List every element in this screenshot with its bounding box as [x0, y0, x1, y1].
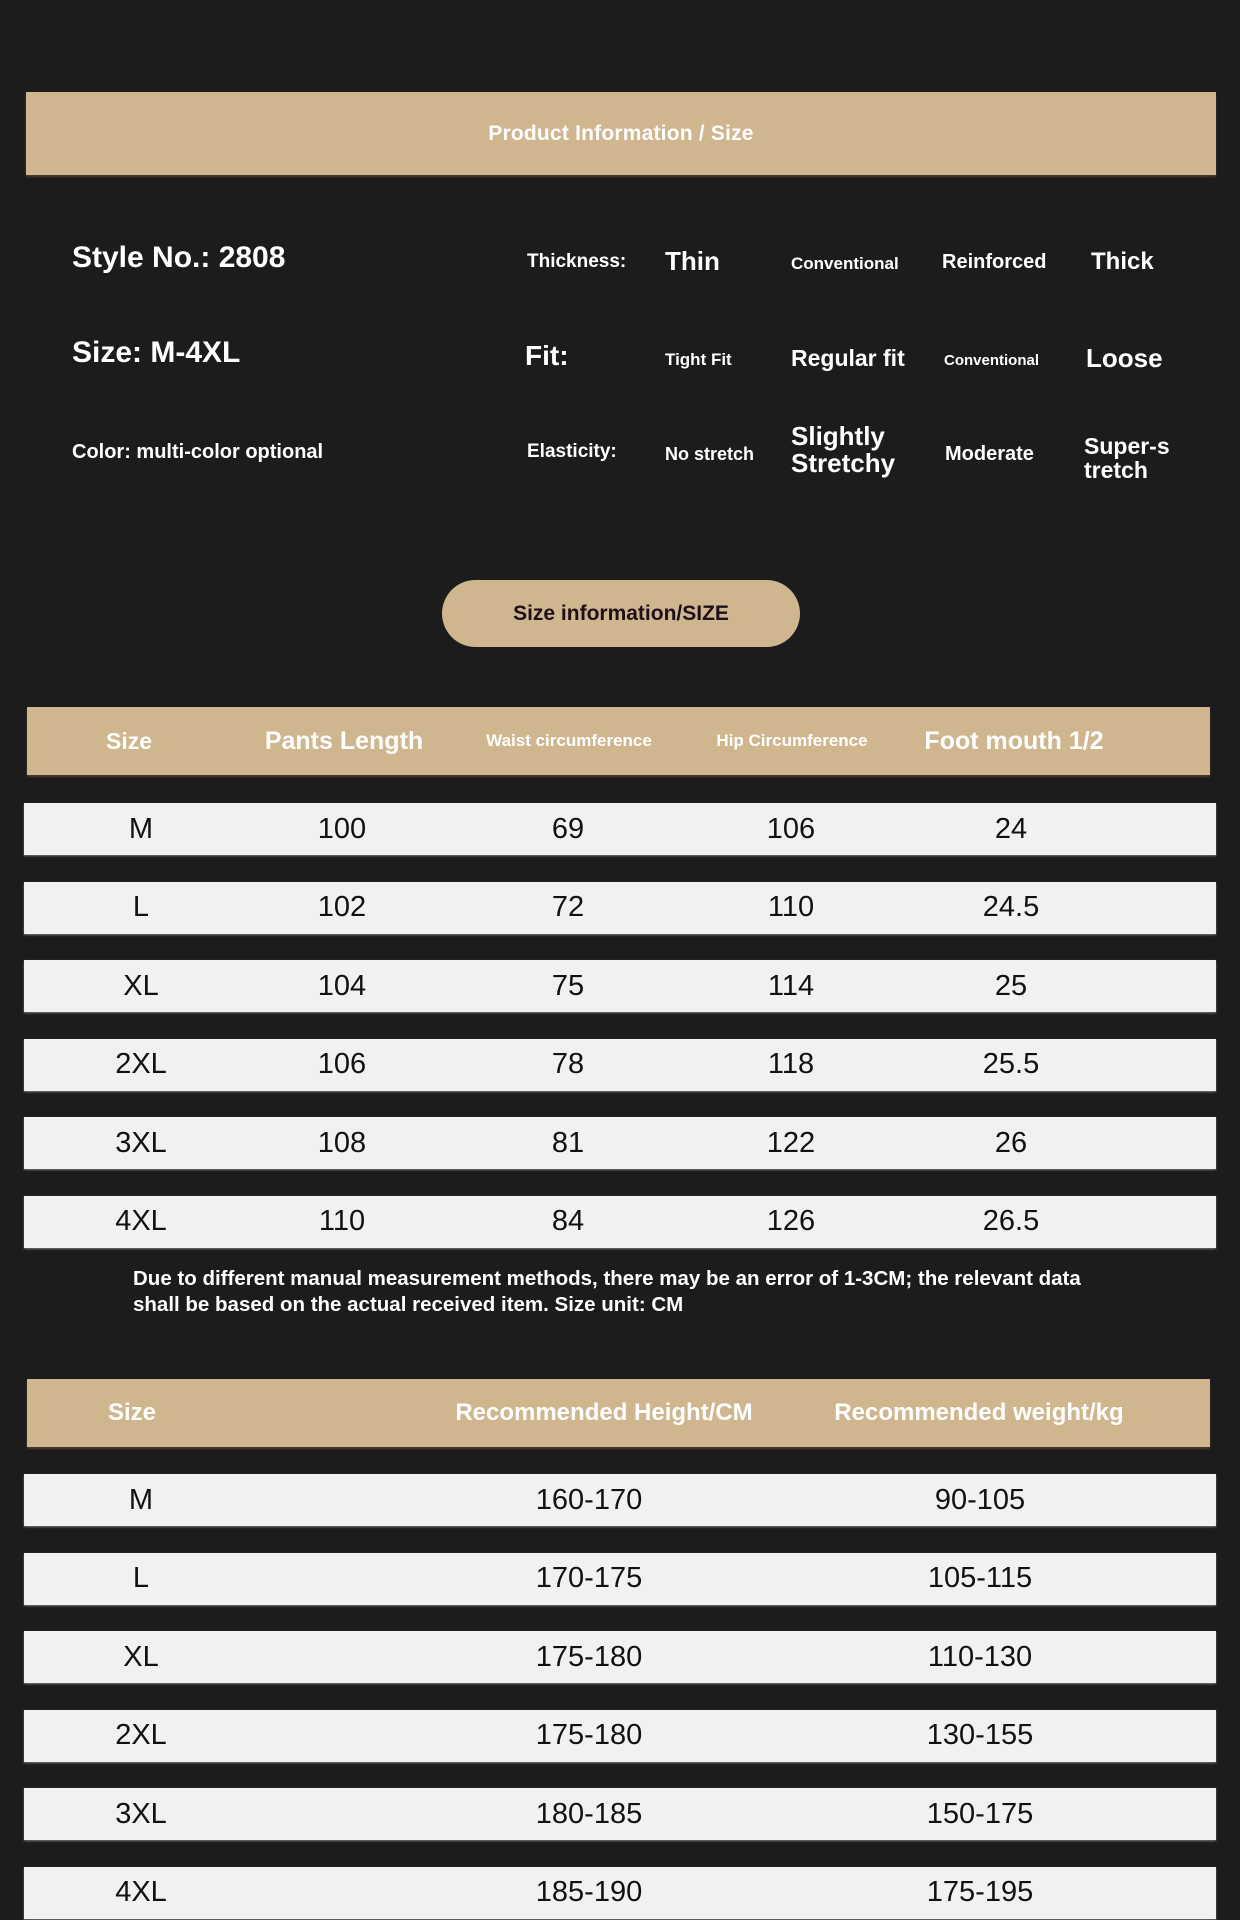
style-number: Style No.: 2808 — [72, 241, 286, 274]
table-cell: 108 — [317, 1126, 367, 1159]
product-info-banner — [26, 92, 1216, 175]
recommend-table-row — [24, 1788, 1216, 1840]
table-cell: 110 — [767, 891, 815, 923]
size-table-row — [24, 1039, 1216, 1091]
measurement-note: Due to different manual measurement methods, there may be an error of 1-3CM; the relevant data shall be based on the actual received item. Size unit: CM — [133, 1267, 1081, 1316]
table-cell: 175-195 — [926, 1876, 1034, 1908]
table-cell: 4XL — [115, 1205, 167, 1237]
table-cell: 72 — [551, 891, 585, 923]
table-cell: 24.5 — [982, 891, 1040, 923]
table-cell: 105-115 — [927, 1562, 1033, 1594]
table-cell: 25 — [994, 969, 1028, 1002]
header-foot-mouth: Foot mouth 1/2 — [924, 726, 1104, 755]
table-cell: 84 — [551, 1205, 585, 1237]
recommend-table-row — [24, 1867, 1216, 1919]
header-height: Recommended Height/CM — [455, 1399, 753, 1426]
pill-label: Size information/SIZE — [513, 601, 729, 625]
thickness-label: Thickness: — [527, 251, 627, 272]
table-cell: 69 — [551, 812, 585, 845]
table-cell: 81 — [551, 1126, 585, 1159]
table-cell: 126 — [766, 1205, 816, 1237]
table-cell: 104 — [317, 969, 367, 1002]
thickness-option: Thin — [665, 246, 720, 276]
fit-option: Loose — [1086, 343, 1163, 373]
table-cell: M — [128, 1483, 154, 1516]
header-size: Size — [107, 1399, 157, 1426]
table-cell: 106 — [317, 1048, 367, 1080]
size-table-row — [24, 803, 1216, 855]
table-cell: 75 — [551, 969, 585, 1002]
table-cell: 110 — [318, 1205, 366, 1237]
size-table-header — [27, 707, 1210, 775]
table-cell: M — [128, 812, 154, 845]
size-information-pill — [442, 580, 800, 647]
fit-option: Regular fit — [791, 345, 905, 371]
table-cell: 185-190 — [535, 1876, 643, 1908]
table-cell: XL — [123, 1640, 159, 1673]
size-range: Size: M-4XL — [72, 336, 241, 369]
elasticity-option: Slightly Stretchy — [791, 421, 896, 479]
thickness-option: Reinforced — [942, 251, 1047, 273]
table-cell: 106 — [766, 812, 816, 845]
banner-title: Product Information / Size — [488, 121, 754, 145]
table-cell: 24 — [994, 812, 1028, 845]
table-cell: 170-175 — [535, 1562, 643, 1594]
recommend-table-row — [24, 1474, 1216, 1526]
table-cell: 102 — [317, 891, 367, 923]
table-cell: 110-130 — [927, 1640, 1033, 1673]
recommend-table-header — [27, 1379, 1210, 1447]
table-cell: 25.5 — [982, 1048, 1040, 1080]
header-pants-length: Pants Length — [264, 726, 424, 755]
header-size: Size — [105, 727, 153, 754]
table-cell: 26.5 — [982, 1205, 1040, 1237]
header-waist: Waist circumference — [486, 731, 652, 750]
color-info: Color: multi-color optional — [72, 441, 324, 463]
table-cell: L — [132, 891, 150, 923]
table-cell: 3XL — [115, 1797, 167, 1830]
table-cell: 2XL — [115, 1719, 167, 1751]
fit-option: Tight Fit — [665, 350, 732, 369]
fit-label: Fit: — [525, 340, 569, 371]
recommend-table-row — [24, 1553, 1216, 1605]
fit-option: Conventional — [944, 352, 1040, 369]
elasticity-option: No stretch — [665, 444, 755, 464]
table-cell: 2XL — [115, 1048, 167, 1080]
table-cell: XL — [123, 969, 159, 1002]
table-cell: 118 — [767, 1048, 815, 1080]
table-cell: 175-180 — [535, 1640, 643, 1673]
header-weight: Recommended weight/kg — [834, 1399, 1124, 1426]
header-hip: Hip Circumference — [716, 731, 868, 750]
table-cell: 26 — [994, 1126, 1028, 1159]
table-cell: 4XL — [115, 1876, 167, 1908]
table-cell: 114 — [767, 969, 815, 1002]
size-table-row — [24, 1117, 1216, 1169]
recommend-table-row — [24, 1710, 1216, 1762]
elasticity-option: Super-stretch — [1084, 433, 1170, 484]
size-table-row — [24, 960, 1216, 1012]
table-cell: 3XL — [115, 1126, 167, 1159]
elasticity-option: Moderate — [945, 443, 1034, 465]
table-cell: 100 — [317, 812, 367, 845]
table-cell: 122 — [766, 1126, 816, 1159]
thickness-option: Thick — [1091, 248, 1154, 275]
table-cell: L — [132, 1562, 150, 1594]
elasticity-label: Elasticity: — [527, 441, 617, 462]
table-cell: 160-170 — [535, 1483, 643, 1516]
size-table-row — [24, 882, 1216, 934]
table-cell: 150-175 — [926, 1797, 1034, 1830]
table-cell: 90-105 — [934, 1483, 1026, 1516]
table-cell: 130-155 — [926, 1719, 1034, 1751]
recommend-table-row — [24, 1631, 1216, 1683]
table-cell: 78 — [551, 1048, 585, 1080]
table-cell: 180-185 — [535, 1797, 643, 1830]
table-cell: 175-180 — [535, 1719, 643, 1751]
thickness-option: Conventional — [791, 254, 899, 273]
size-table-row — [24, 1196, 1216, 1248]
